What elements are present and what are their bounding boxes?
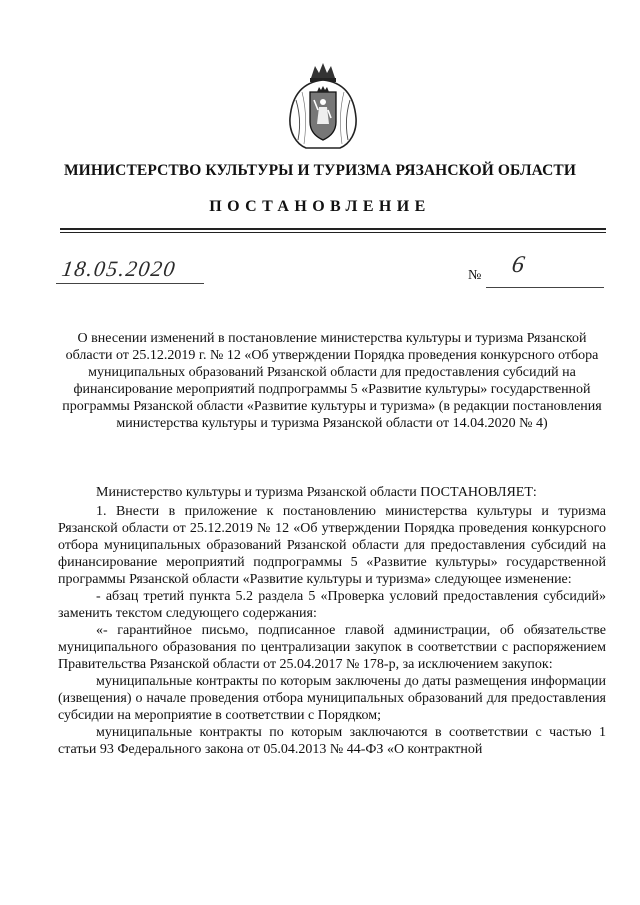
document-date: 18.05.2020: [60, 256, 178, 281]
body-paragraph: 1. Внести в приложение к постановлению министерства культуры и туризма Рязанской области от 25.12.2019 № 12 «Об утверждении Порядка проведения конкурсного отбора муниципальных образований Рязанской области для предоставления субсидий на финансирование мероприятий подпрограммы 5 «Развитие культуры» государственной программы Рязанской области «Развитие культуры и туризма» следующее изменение:: [58, 504, 606, 587]
header-rule-thick: [60, 228, 606, 230]
body-paragraph: - абзац третий пункта 5.2 раздела 5 «Проверка условий предоставления субсидий» заменить текстом следующего содержания:: [58, 589, 606, 621]
number-underline: [486, 287, 604, 288]
number-label: №: [468, 268, 482, 283]
document-title: О внесении изменений в постановление министерства культуры и туризма Рязанской области от 25.12.2019 г. № 12 «Об утверждении Порядка проведения конкурсного отбора муниципальных образований Рязанской области для предоставления субсидий на финансирование мероприятий подпрограммы 5 «Развитие культуры» государственной программы Рязанской области «Развитие культуры и туризма» (в редакции постановления министерства культуры и туризма Рязанской области от 14.04.2020 № 4): [62, 331, 602, 431]
document-number: 6: [509, 252, 527, 278]
body-paragraph: муниципальные контракты по которым заключены до даты размещения информации (извещения) о начале проведения отбора муниципальных образований для предоставления субсидии на мероприятие в соответствии с Порядком;: [58, 674, 606, 723]
body-paragraph: муниципальные контракты по которым заключаются в соответствии с частью 1 статьи 93 Федерального закона от 05.04.2013 № 44-ФЗ «О контрактной: [58, 725, 606, 757]
document-body: [58, 484, 606, 758]
body-paragraph: Министерство культуры и туризма Рязанской области ПОСТАНОВЛЯЕТ:: [96, 485, 537, 500]
coat-of-arms-emblem: [284, 60, 362, 152]
header-rule-thin: [60, 232, 606, 233]
document-type-heading: ПОСТАНОВЛЕНИЕ: [209, 198, 431, 215]
ministry-name: МИНИСТЕРСТВО КУЛЬТУРЫ И ТУРИЗМА РЯЗАНСКОЙ ОБЛАСТИ: [63, 162, 577, 179]
body-paragraph: «- гарантийное письмо, подписанное главой администрации, об обязательстве муниципального образования по централизации закупок в соответствии с распоряжением Правительства Рязанской области от 25.04.2017 № 178-р, за исключением закупок:: [58, 623, 606, 672]
date-underline: [56, 283, 204, 284]
